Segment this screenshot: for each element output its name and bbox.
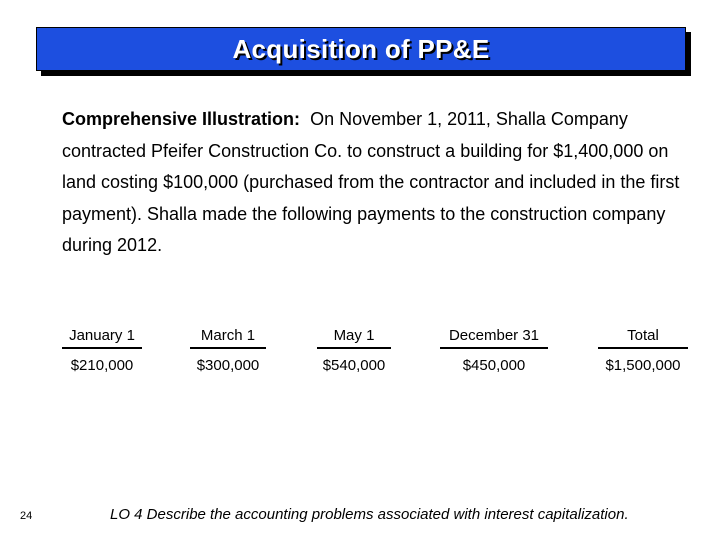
intro-text: On November 1, 2011, Shalla Company contracted Pfeifer Construction Co. to construct a building for $1,400,000 on land costing $100,000 (purchased from the contractor and included in the first payment). Shalla made the following payments to the construction company during 2012. (62, 109, 680, 255)
slide-title: Acquisition of PP&E (232, 33, 490, 64)
payment-date: March 1 (190, 325, 266, 349)
title-banner (36, 27, 686, 71)
payment-column (190, 325, 266, 377)
payment-column (317, 325, 391, 377)
page-number: 24 (20, 510, 33, 522)
payment-date: May 1 (317, 325, 391, 349)
learning-objective-footer: LO 4 Describe the accounting problems associated with interest capitalization. (110, 506, 629, 523)
payment-amount: $1,500,000 (605, 357, 681, 374)
payment-date: December 31 (440, 325, 548, 349)
payment-amount: $450,000 (462, 357, 526, 374)
payment-date: January 1 (62, 325, 142, 349)
payment-column (440, 325, 548, 377)
payment-column-total (598, 325, 688, 377)
intro-lead: Comprehensive Illustration: (62, 109, 301, 129)
intro-paragraph (62, 104, 682, 262)
payment-column (62, 325, 142, 377)
payments-table (0, 325, 720, 385)
payment-amount: $540,000 (322, 357, 386, 374)
payment-amount: $210,000 (70, 357, 134, 374)
payment-date: Total (598, 325, 688, 349)
payment-amount: $300,000 (196, 357, 260, 374)
